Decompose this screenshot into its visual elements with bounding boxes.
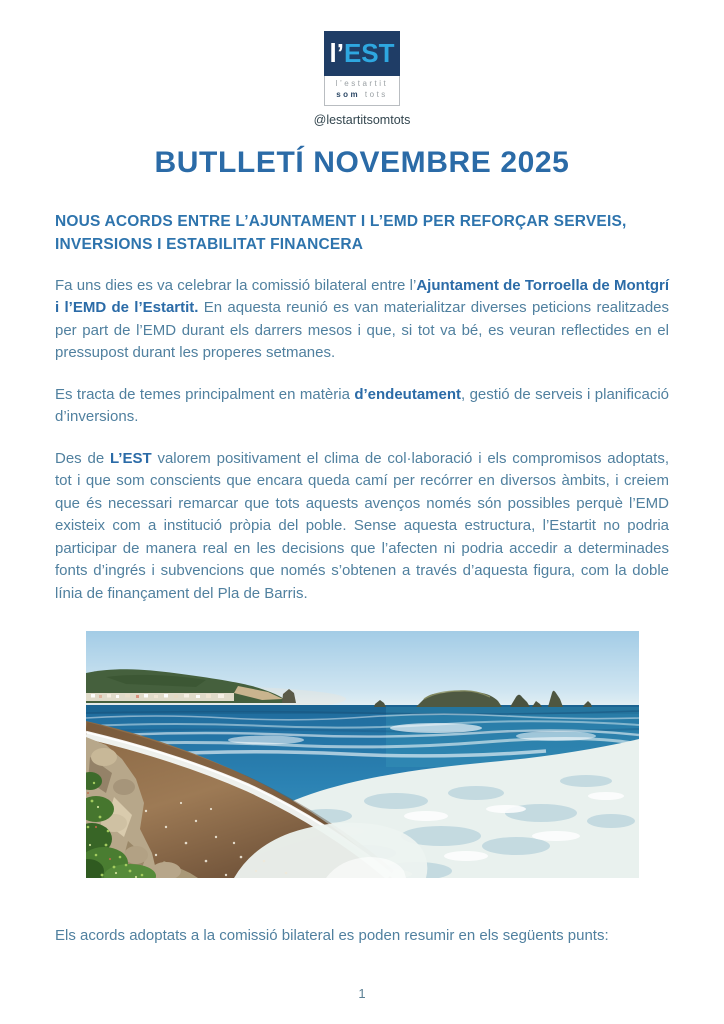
beach-photo	[86, 631, 639, 878]
paragraph-3-bold: L’EST	[109, 449, 152, 467]
paragraph-2-bold: d’endeutament	[354, 385, 462, 403]
logo-tagline	[324, 76, 400, 106]
logo-tagline-som: som	[336, 89, 361, 99]
logo-mark-prefix: l’	[329, 38, 344, 68]
page-title: BUTLLETÍ NOVEMBRE 2025	[154, 145, 570, 179]
logo-mark	[324, 31, 400, 76]
paragraph-3-pre: Des de	[55, 449, 110, 467]
paragraph-2-post: , gestió de serveis i planificació d’inversions.	[55, 385, 669, 426]
logo-mark-main: EST	[343, 38, 395, 68]
closing-line: Els acords adoptats a la comissió bilateral es poden resumir en els següents punts:	[55, 927, 609, 945]
paragraph-3-post: valorem positivament el clima de col·laboració i els compromisos adoptats, tot i que som conscients que encara queda camí per recórrer en diversos àmbits, i creiem que és necessari remarcar que tots aquests avenços només són possibles perquè l’EMD existeix com a institució pròpia del poble. Sense aquesta estructura, l’Estartit no podria participar de manera real en les decisions que l’afecten ni podria accedir a determinades fonts d’ingrés i subvencions que només s’obtenen a través d’aquesta figura, com la doble línia de finançament del Pla de Barris.	[55, 449, 670, 602]
page-number: 1	[358, 986, 366, 1001]
paragraph-1-post: En aquesta reunió es van materialitzar diverses peticions realitzades per part de l’EMD durant els darrers mesos i que, si tot va bé, es veuran reflectides en el pressupost durant les properes setmanes.	[55, 299, 669, 362]
header	[0, 0, 724, 127]
logo-tagline-line1: l’estartit	[335, 79, 389, 88]
paragraph-2	[55, 384, 669, 429]
paragraph-1	[55, 275, 669, 365]
paragraph-1-bold: Ajuntament de Torroella de Montgrí i l’EMD de l’Estartit.	[55, 276, 669, 317]
logo	[324, 31, 400, 106]
logo-tagline-line2	[325, 90, 399, 101]
logo-tagline-tots: tots	[364, 89, 388, 99]
paragraph-3	[55, 448, 669, 606]
article-heading: NOUS ACORDS ENTRE L’AJUNTAMENT I L’EMD PER REFORÇAR SERVEIS, INVERSIONS I ESTABILITAT FINANCERA	[55, 212, 627, 253]
beach-photo-illustration	[86, 631, 639, 878]
article	[55, 210, 669, 948]
paragraph-2-pre: Es tracta de temes principalment en matèria	[55, 385, 355, 403]
social-handle: @lestartitsomtots	[313, 112, 411, 127]
paragraph-1-pre: Fa uns dies es va celebrar la comissió bilateral entre l’	[55, 276, 417, 294]
